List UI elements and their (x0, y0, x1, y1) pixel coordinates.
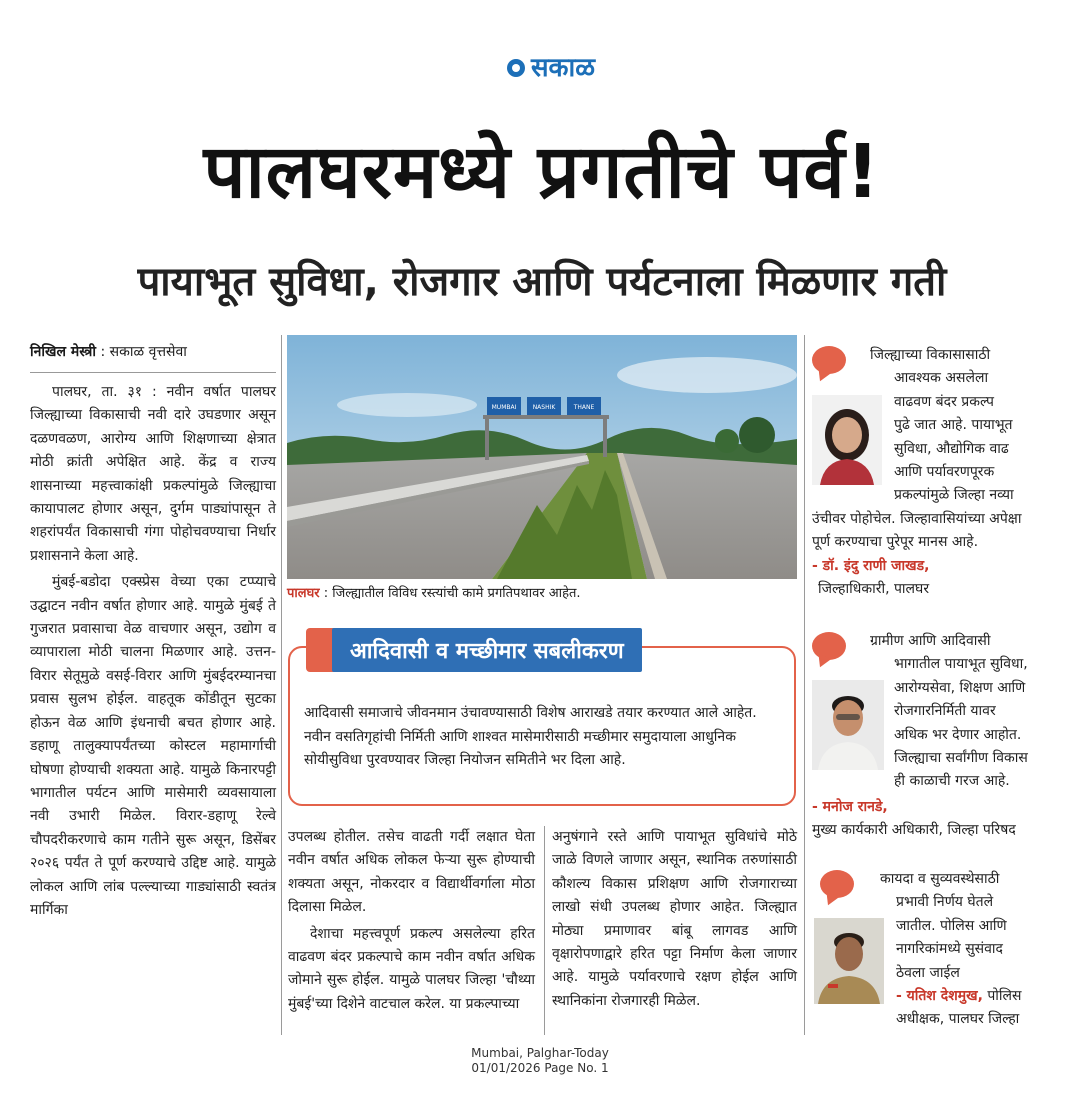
speech-bubble-icon (812, 346, 846, 374)
quote-ceo-bottom (812, 796, 1072, 843)
edition-footer (430, 1046, 650, 1076)
quote-collector-bottom (812, 508, 1072, 602)
portrait-police (814, 918, 884, 1004)
quote-line: जातील. पोलिस आणि (896, 917, 1007, 934)
quote-line: पूर्ण करण्याचा पुरेपूर मानस आहे. (812, 534, 979, 551)
quote-line: ठेवला जाईल (896, 964, 960, 981)
quote-author-line (880, 985, 1070, 1008)
caption-text: जिल्ह्यातील विविध रस्त्यांची कामे प्रगतिपथावर आहेत. (332, 586, 581, 601)
quote-author: - यतिश देशमुख, (896, 988, 983, 1005)
article-text-middle (288, 826, 535, 1016)
column-divider (804, 335, 805, 1035)
quote-line: भागातील पायाभूत सुविधा, (894, 656, 1028, 673)
quote-line: आरोग्यसेवा, शिक्षण आणि (894, 679, 1026, 696)
quote-line: जिल्ह्याचा सर्वांगीण विकास (894, 750, 1028, 767)
byline-author: निखिल मेस्त्री (30, 344, 97, 360)
speech-bubble-icon (812, 632, 846, 660)
paragraph: मुंबई-बडोदा एक्स्प्रेस वेच्या एका टप्प्याचे उद्घाटन नवीन वर्षात होणार आहे. यामुळे मुंबई ते गुजरात प्रवासाचा वेळ वाचणार असून, उद्योग व व्यापाराला मोठी चालना मिळणार आहे. उत्तन-विरार सेतूमुळे वसई-विरार आणि मुंबईदरम्यानचा प्रवास सुलभ होईल. वाहतूक कोंडीतून सुटका होऊन वेळ आणि इंधनाची बचत होणार आहे. डहाणू तालुक्यापर्यंतच्या कोस्टल महामार्गाची घोषणा होण्याची शक्यता आहे. यामुळे किनारपट्टी भागातील पर्यटन आणि मासेमारी व्यवसायाला नवी उभारी मिळेल. विरार-डहाणू रेल्वे चौपदरीकरणाचे काम गतीने सुरू असून, डिसेंबर २०२६ पर्यंत ते पूर्ण करण्याचे उद्दिष्ट आहे. यामुळे लोकल आणि लांब पल्ल्याच्या गाड्यांसाठी स्वतंत्र मार्गिका (30, 574, 276, 918)
article-text-right (552, 826, 797, 1013)
highlight-box-title: आदिवासी व मच्छीमार सबलीकरण (332, 628, 642, 672)
quote-police (880, 868, 1070, 1032)
quote-line: कायदा व सुव्यवस्थेसाठी (880, 871, 1000, 887)
quote-line: रोजगारनिर्मिती यावर (894, 703, 996, 720)
quote-line: पुढे जात आहे. पायाभूत (894, 417, 1013, 434)
byline (30, 342, 276, 362)
quote-author-title: जिल्हाधिकारी, पालघर (818, 581, 930, 598)
gantry-sign: MUMBAI (491, 404, 517, 411)
quote-author-title: अधीक्षक, पालघर जिल्हा (896, 1011, 1020, 1028)
quote-collector-top (870, 344, 1070, 508)
article-column-right (552, 826, 797, 1016)
headline: पालघरमध्ये प्रगतीचे पर्व! (203, 129, 881, 215)
paragraph: उपलब्ध होतील. तसेच वाढती गर्दी लक्षात घेता नवीन वर्षात अधिक लोकल फेऱ्या सुरू होण्याची शक्यता असून, नोकरदार व विद्यार्थीवर्गाला मोठा दिलासा मिळेल. (288, 829, 535, 916)
quote-line: ही काळाची गरज आहे. (894, 773, 1010, 790)
column-divider (544, 826, 545, 1035)
quote-line: ग्रामीण आणि आदिवासी (870, 633, 991, 649)
highlight-box-text: आदिवासी समाजाचे जीवनमान उंचावण्यासाठी विशेष आराखडे तयार करण्यात आले आहेत. नवीन वसतिगृहांची निर्मिती आणि शाश्वत मासेमारीसाठी मच्छीमार समुदायाला आधुनिक सोयीसुविधा पुरवण्यावर जिल्हा नियोजन समितीने भर दिला आहे. (304, 705, 757, 768)
quote-line: आवश्यक असलेला (894, 370, 989, 387)
speech-bubble-icon (820, 870, 854, 898)
masthead-name: सकाळ (530, 53, 596, 83)
quote-line: वाढवण बंदर प्रकल्प (894, 393, 994, 410)
quote-line: जिल्ह्याच्या विकासासाठी (870, 347, 991, 363)
byline-source: सकाळ वृत्तसेवा (109, 344, 187, 360)
quote-line: प्रभावी निर्णय घेतले (896, 894, 994, 911)
article-column-left (30, 342, 276, 925)
subheadline: पायाभूत सुविधा, रोजगार आणि पर्यटनाला मिळणार गती (137, 259, 947, 305)
byline-separator: : (96, 344, 110, 360)
quote-line: उंचीवर पोहोचेल. जिल्हावासियांच्या अपेक्षा (812, 511, 1022, 527)
sakal-logo-icon (507, 59, 525, 77)
quote-line: प्रकल्पांमुळे जिल्हा नव्या (894, 487, 1014, 504)
photo-caption (287, 585, 797, 603)
gantry-sign: NASHIK (532, 404, 556, 411)
caption-place: पालघर (287, 586, 320, 601)
quote-author: - डॉ. इंदु राणी जाखड, (812, 557, 930, 574)
paragraph: देशाचा महत्त्वपूर्ण प्रकल्प असलेल्या हरित वाढवण बंदर प्रकल्पाचे काम नवीन वर्षात अधिक जोमाने सुरू होईल. यामुळे पालघर जिल्हा 'चौथ्या मुंबई'च्या दिशेने वाटचाल करेल. या प्रकल्पाच्या (288, 925, 535, 1012)
masthead-logo (492, 48, 610, 88)
quote-line: सुविधा, औद्योगिक वाढ (894, 440, 1009, 457)
quote-line: अधिक भर देणार आहोत. (894, 726, 1022, 743)
paragraph: अनुषंगाने रस्ते आणि पायाभूत सुविधांचे मोठे जाळे विणले जाणार असून, स्थानिक तरुणांसाठी कौशल्य विकास प्रशिक्षण आणि रोजगाराच्या लाखो संधी उपलब्ध होणार आहेत. जिल्ह्यात मोठ्या प्रमाणावर बांबू लागवड आणि वृक्षारोपणाद्वारे हरित पट्टा निर्माण केला जाणार आहे. यामुळे पर्यावरणाचे रक्षण होईल आणि स्थानिकांना रोजगारही मिळेल. (552, 829, 797, 1009)
quote-author-title: मुख्य कार्यकारी अधिकारी, जिल्हा परिषद (812, 822, 1016, 839)
paragraph: पालघर, ता. ३१ : नवीन वर्षात पालघर जिल्ह्याच्या विकासाची नवी दारे उघडणार असून दळणवळण, आरोग्य आणि शिक्षणाच्या क्षेत्रात मोठी क्रांती अपेक्षित आहे. केंद्र व राज्य शासनाच्या महत्त्वाकांक्षी प्रकल्पांमुळे जिल्ह्याचा कायापालट होणार असून, दुर्गम पाड्यांपासून ते शहरांपर्यंत विकासाची गंगा पोहोचवण्याचा निर्धार प्रशासनाने केला आहे. (30, 384, 276, 564)
footer-edition: Mumbai, Palghar-Today (471, 1046, 609, 1060)
quote-author-suffix: पोलिस (982, 988, 1022, 1005)
highway-photo (287, 335, 797, 579)
quote-line: आणि पर्यावरणपूरक (894, 464, 995, 481)
article-text-left (30, 372, 276, 922)
quote-ceo-top (870, 630, 1070, 794)
column-divider (281, 335, 282, 1035)
article-column-middle (288, 826, 535, 1019)
quote-author: - मनोज रानडे, (812, 799, 888, 815)
caption-separator: : (319, 586, 333, 601)
gantry-sign: THANE (573, 404, 595, 411)
quote-line: नागरिकांमध्ये सुसंवाद (896, 941, 1003, 958)
footer-date-page: 01/01/2026 Page No. 1 (471, 1061, 609, 1075)
highlight-box-header (306, 622, 642, 678)
